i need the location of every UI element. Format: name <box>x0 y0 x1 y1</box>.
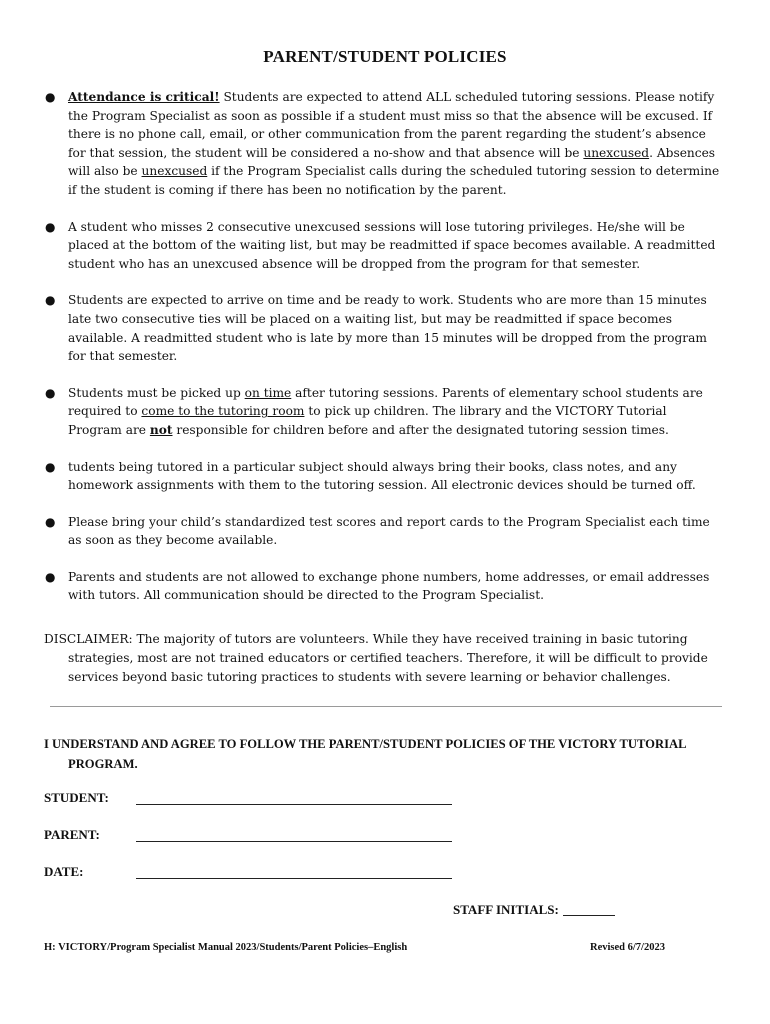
policy-pickup <box>44 384 724 440</box>
staff-initials-label: STAFF INITIALS: <box>453 902 559 917</box>
bullet-icon: ● <box>45 219 56 234</box>
student-signature-row <box>44 790 464 810</box>
date-line[interactable] <box>136 878 452 879</box>
student-signature-line[interactable] <box>136 804 452 805</box>
agreement-statement: I UNDERSTAND AND AGREE TO FOLLOW THE PARENT/STUDENT POLICIES OF THE VICTORY TUTORIAL PROGRAM. <box>44 737 686 771</box>
date-label: DATE: <box>44 864 84 879</box>
policy-materials <box>44 458 724 495</box>
bullet-icon: ● <box>45 385 56 400</box>
student-label: STUDENT: <box>44 790 109 805</box>
policy-text: . Absences will also be <box>68 145 716 179</box>
policy-text: if the Program Specialist calls during the scheduled tutoring session to determine if the student is coming if there has been no notification by the parent. <box>68 164 720 197</box>
policy-text: A student who misses 2 consecutive unexcused sessions will lose tutoring privileges. He/she will be placed at the bottom of the waiting list, but may be readmitted if space becomes available. A readmitted student who has an unexcused absence will be dropped from the program for that semester. <box>68 219 716 271</box>
footer-path: H: VICTORY/Program Specialist Manual 2023/Students/Parent Policies–English <box>44 942 408 953</box>
parent-label: PARENT: <box>44 827 100 842</box>
policy-text: Students must be picked up <box>68 385 245 400</box>
bullet-icon: ● <box>45 459 56 474</box>
bullet-icon: ● <box>45 293 56 308</box>
underlined-text: unexcused <box>141 164 208 179</box>
underlined-text: unexcused <box>583 145 650 160</box>
attendance-heading: Attendance is critical! <box>68 90 220 104</box>
underlined-bold-text: not <box>149 422 173 437</box>
bullet-icon: ● <box>45 90 56 104</box>
policy-contact-info <box>44 568 724 605</box>
policy-test-scores <box>44 513 724 550</box>
policy-consecutive-absences <box>44 218 724 274</box>
disclaimer: DISCLAIMER: The majority of tutors are volunteers. While they have received training in basic tutoring strategies, most are not trained educators or certified teachers. Therefore, it will be difficult to provide services beyond basic tutoring practices to students with severe learning or behavior challenges. <box>44 632 708 684</box>
policy-text: after tutoring sessions. Parents of elementary school students are required to <box>68 385 703 419</box>
policy-punctuality <box>44 291 724 365</box>
policy-text: to pick up children. The library and the VICTORY Tutorial Program are <box>68 404 667 437</box>
footer-revised: Revised 6/7/2023 <box>590 942 665 953</box>
staff-initials <box>453 902 615 918</box>
page-title: PARENT/STUDENT POLICIES <box>263 47 507 66</box>
policy-text: responsible for children before and after the designated tutoring session times. <box>172 422 669 437</box>
policy-text: tudents being tutored in a particular subject should always bring their books, class notes, and any homework assignments with them to the tutoring session. All electronic devices should be turned off. <box>68 459 696 493</box>
policy-text: Please bring your child’s standardized test scores and report cards to the Program Specialist each time as soon as they become available. <box>68 514 710 548</box>
policy-list <box>44 88 724 605</box>
date-row <box>44 864 464 884</box>
divider <box>50 706 722 707</box>
underlined-text: come to the tutoring room <box>141 404 305 419</box>
bullet-icon: ● <box>45 569 56 584</box>
policy-attendance <box>44 88 724 200</box>
policy-text: Parents and students are not allowed to exchange phone numbers, home addresses, or email addresses with tutors. All communication should be directed to the Program Specialist. <box>68 569 710 603</box>
underlined-text: on time <box>244 385 292 400</box>
staff-initials-line[interactable] <box>563 915 615 916</box>
bullet-icon: ● <box>45 514 56 529</box>
parent-signature-line[interactable] <box>136 841 452 842</box>
policy-text: Students are expected to attend ALL scheduled tutoring sessions. Please notify the Program Specialist as soon as possible if a student must miss so that the absence will be excused. If there is no phone call, email, or other communication from the parent regarding the student’s absence for that session, the student will be considered a no-show and that absence will be <box>68 90 715 160</box>
parent-signature-row <box>44 827 464 847</box>
policy-text: Students are expected to arrive on time and be ready to work. Students who are more than 15 minutes late two consecutive ties will be placed on a waiting list, but may be readmitted if space becomes available. A readmitted student who is late by more than 15 minutes will be dropped from the program for that semester. <box>68 293 707 364</box>
